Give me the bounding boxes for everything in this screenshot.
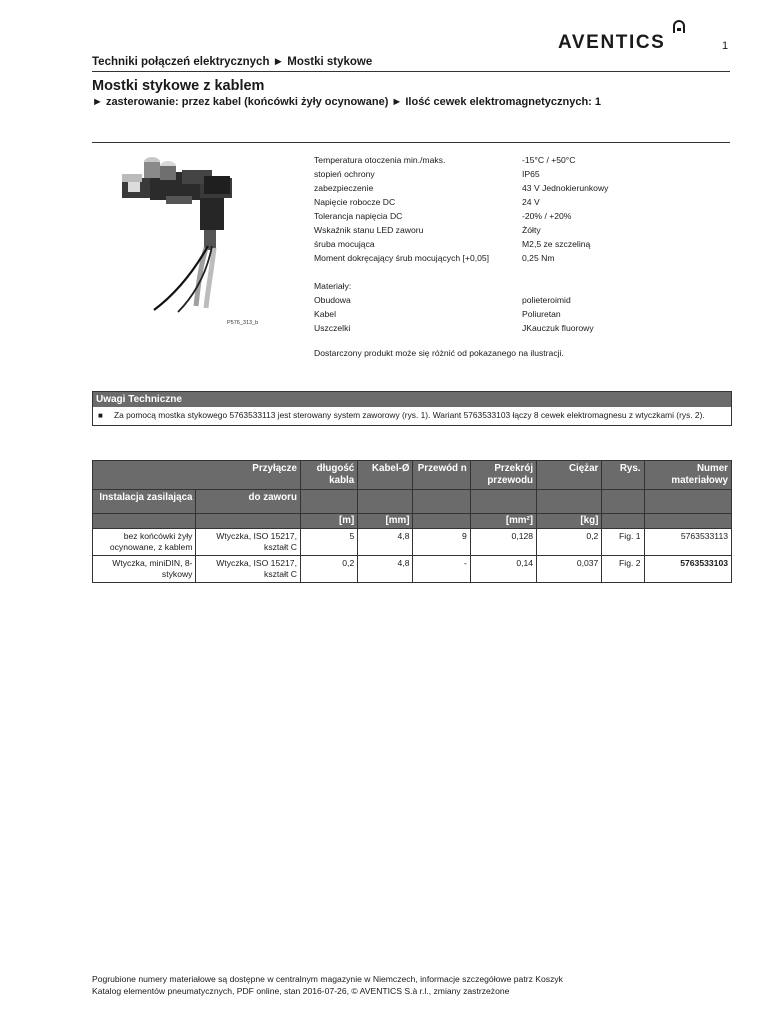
table-units-row xyxy=(93,514,732,529)
spec-row: Napięcie robocze DC 24 V xyxy=(314,197,540,207)
breadcrumb: Techniki połączeń elektrycznych ► Mostki stykowe xyxy=(92,56,373,68)
col-header-rys: Rys. xyxy=(602,461,644,490)
unit-przekroj: [mm²] xyxy=(470,514,536,529)
col-header-numer: Numer materiałowy xyxy=(644,461,731,490)
col-header-ciezar: Ciężar xyxy=(537,461,602,490)
table-row: Wtyczka, miniDIN, 8-stykowy Wtyczka, ISO 15217, kształt C 0,2 4,8 - 0,14 0,037 Fig. 2 5763533103 xyxy=(93,556,732,583)
material-row: Obudowa polieteroimid xyxy=(314,295,571,305)
material-row: Uszczelki JKauczuk fluorowy xyxy=(314,323,594,333)
unit-dlugosc: [m] xyxy=(300,514,357,529)
spec-row: zabezpieczenie 43 V Jednokierunkowy xyxy=(314,183,609,193)
spec-row: Wskaźnik stanu LED zaworu Żółty xyxy=(314,225,541,235)
col-header-przylacze: Przyłącze xyxy=(93,461,301,490)
table-row: bez końcówki żyły ocynowane, z kablem Wtyczka, ISO 15217, kształt C 5 4,8 9 0,128 0,2 Fig. 1 5763533113 xyxy=(93,529,732,556)
title-divider xyxy=(92,142,730,143)
col-header-kabel: Kabel-Ø xyxy=(358,461,413,490)
header-divider xyxy=(92,71,730,72)
spacer xyxy=(314,265,644,279)
square-bullet-icon: ■ xyxy=(98,411,103,420)
technical-notes-heading: Uwagi Techniczne xyxy=(93,392,731,407)
materials-heading: Materiały: xyxy=(314,281,352,291)
image-caption: P576_313_b xyxy=(227,320,259,326)
product-table xyxy=(92,460,732,583)
product-photo xyxy=(120,148,260,318)
spec-row: Temperatura otoczenia min./maks. -15°C / +50°C xyxy=(314,155,576,165)
page-title: Mostki stykowe z kablem xyxy=(92,78,265,94)
table-header-row xyxy=(93,461,732,490)
footer-line-2: Katalog elementów pneumatycznych, PDF online, stan 2016-07-26, © AVENTICS S.à r.l., zmiany zastrzeżone xyxy=(92,986,510,996)
specifications xyxy=(314,153,644,335)
illustration-note: Dostarczony produkt może się różnić od pokazanego na ilustracji. xyxy=(314,348,564,358)
footer-line-1: Pogrubione numery materiałowe są dostępne w centralnym magazynie w Niemczech, informacje szczegółowe patrz Koszyk xyxy=(92,974,563,984)
spec-row: stopień ochrony IP65 xyxy=(314,169,540,179)
technical-notes-box xyxy=(92,391,732,426)
page-subtitle: ► zasterowanie: przez kabel (końcówki żyły ocynowane) ► Ilość cewek elektromagnetycznych: 1 xyxy=(92,96,602,108)
aventics-logo xyxy=(558,28,688,52)
page-number: 1 xyxy=(722,40,729,52)
col-header-przewod: Przewód n xyxy=(413,461,470,490)
spec-row: Tolerancja napięcia DC -20% / +20% xyxy=(314,211,572,221)
col-header-przekroj: Przekrój przewodu xyxy=(470,461,536,490)
col-header-do-zaworu: do zaworu xyxy=(196,490,300,514)
material-row: Kabel Poliuretan xyxy=(314,309,561,319)
col-header-dlugosc: długość kabla xyxy=(300,461,357,490)
logo-text: AVENTICS xyxy=(558,32,666,53)
unit-ciezar: [kg] xyxy=(537,514,602,529)
technical-note-text: Za pomocą mostka stykowego 5763533113 jest sterowany system zaworowy (rys. 1). Wariant 5763533103 łączy 8 cewek elektromagnesu z wtyczkami (rys. 2). xyxy=(114,410,705,420)
spec-row: Moment dokręcający śrub mocujących [+0,05] 0,25 Nm xyxy=(314,253,555,263)
unit-kabel: [mm] xyxy=(358,514,413,529)
logo-mark-icon xyxy=(672,20,686,36)
spec-row: śruba mocująca M2,5 ze szczeliną xyxy=(314,239,591,249)
technical-note-item xyxy=(93,407,731,425)
table-subheader-row xyxy=(93,490,732,514)
footer xyxy=(92,973,563,997)
col-header-instalacja: Instalacja zasilająca xyxy=(93,490,196,514)
